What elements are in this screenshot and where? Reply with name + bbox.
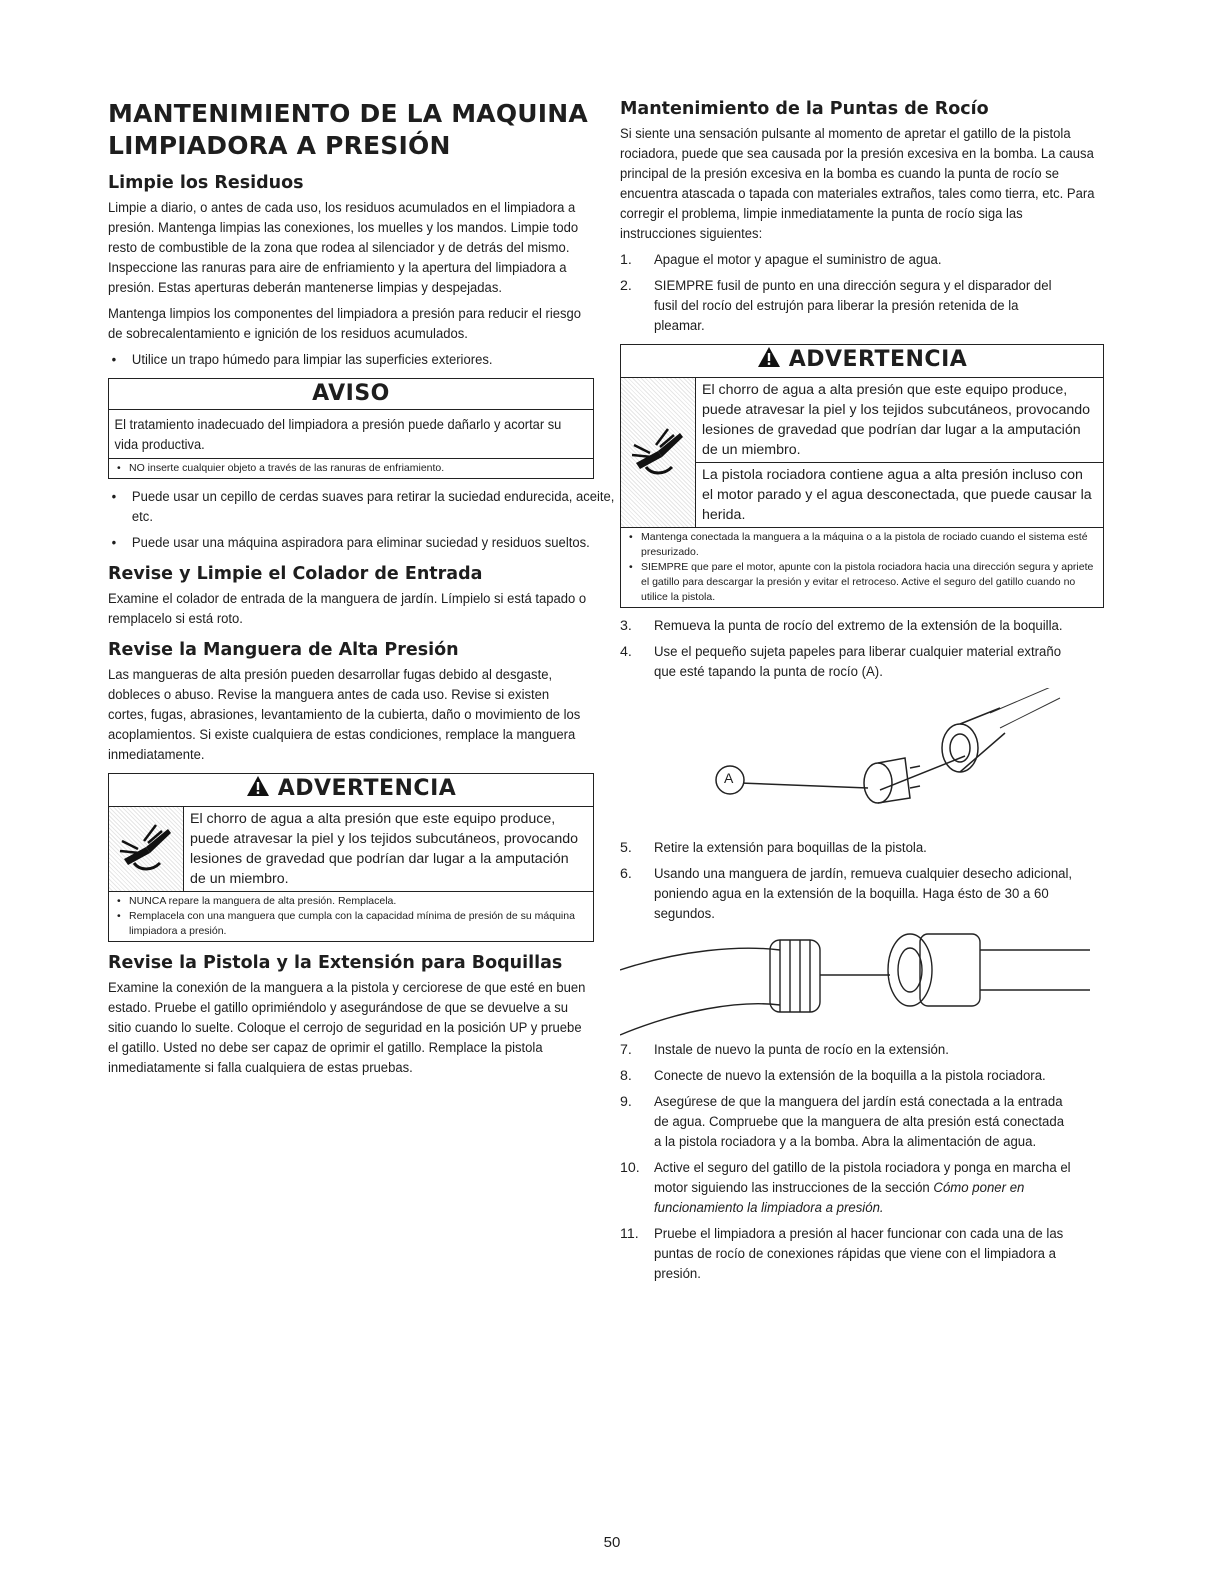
paragraph: Las mangueras de alta presión pueden desarrollar fugas debido al desgaste, dobleces o abuso. Revise la manguera antes de cada uso. Revise si existen cortes, fugas, abrasiones, levantamiento de la cubierta, daño o movimiento de los acoplamientos. Si existe cualquiera de estas condiciones, remplace la manguera inmediatamente. — [108, 667, 581, 763]
step-item: 2. SIEMPRE fusil de punto en una dirección segura y el disparador del fusil del rocío del estrujón para liberar la presión retenida de la pleamar. — [620, 278, 1052, 334]
advertencia-bullet: • NUNCA repare la manguera de alta presión. Remplacela. — [115, 894, 587, 909]
left-column — [108, 98, 615, 1084]
advertencia-text: La pistola rociadora contiene agua a alta presión incluso con el motor parado y el agua desconectada, que puede causar la herida. — [702, 467, 1092, 523]
paragraph: Mantenga limpios los componentes del limpiadora a presión para reducir el riesgo de sobrecalentamiento e ignición de los residuos acumulados. — [108, 306, 582, 342]
step-item: 4. Use el pequeño sujeta papeles para liberar cualquier material extraño que esté tapando la punta de rocío (A). — [620, 644, 1062, 680]
step-item: 8. Conecte de nuevo la extensión de la boquilla a la pistola rociadora. — [620, 1068, 1046, 1084]
advertencia-bullet: • SIEMPRE que pare el motor, apunte con la pistola rociadora hacia una dirección segura y apriete el gatillo para descargar la presión y evitar el retroceso. Active el seguro del gatillo cuando no utilice la pistola. — [627, 560, 1097, 605]
section-heading-pistola: Revise la Pistola y la Extensión para Boquillas — [108, 953, 563, 973]
bullet-item: • Puede usar una máquina aspiradora para eliminar suciedad y residuos sueltos. — [108, 533, 615, 553]
advertencia-bullets — [109, 892, 593, 941]
section-heading-puntas: Mantenimiento de la Puntas de Rocío — [620, 99, 989, 119]
advertencia-title: ADVERTENCIA — [621, 345, 1103, 378]
paragraph: Limpie a diario, o antes de cada uso, los residuos acumulados en el limpiadora a presión. Mantenga limpias las conexiones, los muelles y los mandos. Limpie todo resto de combustible de la zona que rodea al silenciador y de detrás del mismo. Inspeccione las ranuras para aire de enfriamiento y la apertura del limpiadora a presión. Estas aperturas deberán mantenerse limpias y despejadas. — [108, 200, 579, 296]
advertencia-text: El chorro de agua a alta presión que este equipo produce, puede atravesar la piel y los tejidos subcutáneos, provocando lesiones de gravedad que podrían dar lugar a la amputación de un miembro. — [190, 811, 579, 887]
paragraph: Si siente una sensación pulsante al momento de apretar el gatillo de la pistola rociadora, puede que sea causada por la presión excesiva en la bomba. La causa principal de la presión excesiva en la bomba es cuando la punta de rocío se encuentra atascada o tapada con materiales extraños, tales como tierra, etc. Para corregir el problema, limpie inmediatamente la punta de rocío siga las instrucciones siguientes: — [620, 126, 1095, 242]
section-heading-residuos: Limpie los Residuos — [108, 173, 304, 193]
step-item: 3. Remueva la punta de rocío del extremo de la extensión de la boquilla. — [620, 618, 1063, 634]
right-column — [620, 98, 1104, 1290]
advertencia-bullet: • Mantenga conectada la manguera a la máquina o a la pistola de rociado cuando el sistema esté presurizado. — [627, 530, 1097, 560]
nozzle-tip-illustration — [620, 688, 1104, 838]
aviso-text: El tratamiento inadecuado del limpiadora a presión puede dañarlo y acortar su vida productiva. — [114, 416, 562, 452]
warning-triangle-icon — [246, 775, 270, 806]
hose-extension-figure — [620, 930, 1104, 1040]
aviso-bullets — [109, 458, 593, 478]
advertencia-text: El chorro de agua a alta presión que este equipo produce, puede atravesar la piel y los tejidos subcutáneos, provocando lesiones de gravedad que podrían dar lugar a la amputación de un miembro. — [696, 378, 1103, 463]
callout-label-a: A — [724, 770, 734, 786]
skin-injection-hazard-icon — [621, 378, 696, 527]
warning-triangle-icon — [757, 346, 781, 377]
aviso-bullet: • NO inserte cualquier objeto a través de las ranuras de enfriamiento. — [115, 461, 587, 476]
section-reference: Cómo poner en funcionamiento la limpiadora a presión. — [654, 1180, 1025, 1216]
section-heading-manguera: Revise la Manguera de Alta Presión — [108, 640, 459, 660]
hose-flush-illustration — [620, 930, 1104, 1040]
step-item: 6. Usando una manguera de jardín, remueva cualquier desecho adicional, poniendo agua en la extensión de la boquilla. Haga ésto de 30 a 60 segundos. — [620, 866, 1073, 922]
advertencia-box-left — [108, 773, 594, 942]
advertencia-title: ADVERTENCIA — [109, 774, 593, 807]
paragraph: Examine el colador de entrada de la manguera de jardín. Límpielo si está tapado o remplacelo si está roto. — [108, 591, 587, 627]
skin-injection-hazard-icon — [109, 807, 184, 891]
page-number: 50 — [603, 1534, 621, 1551]
aviso-box — [108, 378, 594, 479]
paragraph: Examine la conexión de la manguera a la pistola y cerciorese de que esté en buen estado. Pruebe el gatillo oprimiéndolo y asegurándose de que se devuelve a su sitio cuando lo suelte. Coloque el cerrojo de seguridad en la posición UP y pruebe el gatillo. Usted no debe ser capaz de oprimir el gatillo. Remplace la pistola inmediatamente si falla cualquiera de estas pruebas. — [108, 980, 586, 1076]
bullet-item: • Utilice un trapo húmedo para limpiar las superficies exteriores. — [108, 350, 615, 370]
advertencia-bullet: • Remplacela con una manguera que cumpla con la capacidad mínima de presión de su máquina limpiadora a presión. — [115, 909, 587, 939]
bullet-item: • Puede usar un cepillo de cerdas suaves para retirar la suciedad endurecida, aceite, etc. — [108, 487, 615, 527]
step-item: 1. Apague el motor y apague el suministro de agua. — [620, 252, 942, 268]
page-title: MANTENIMIENTO DE LA MAQUINA LIMPIADORA A PRESIÓN — [108, 99, 588, 160]
step-item: 11. Pruebe el limpiadora a presión al hacer funcionar con cada una de las puntas de rocío de conexiones rápidas que viene con el limpiadora a presión. — [620, 1226, 1064, 1282]
nozzle-cleaning-figure — [620, 688, 1104, 838]
step-item: 9. Asegúrese de que la manguera del jardín está conectada a la entrada de agua. Compruebe que la manguera de alta presión está conectada a la pistola rociadora y a la bomba. Abra la alimentación de agua. — [620, 1094, 1065, 1150]
advertencia-bullets — [621, 528, 1103, 607]
step-item: 5. Retire la extensión para boquillas de la pistola. — [620, 840, 927, 856]
advertencia-box-right — [620, 344, 1104, 608]
section-heading-colador: Revise y Limpie el Colador de Entrada — [108, 564, 483, 584]
step-item: 10. Active el seguro del gatillo de la pistola rociadora y ponga en marcha el motor siguiendo las instrucciones de la sección Cómo poner en funcionamiento la limpiadora a presión. — [620, 1160, 1071, 1216]
aviso-title: AVISO — [109, 379, 593, 410]
step-item: 7. Instale de nuevo la punta de rocío en la extensión. — [620, 1042, 949, 1058]
